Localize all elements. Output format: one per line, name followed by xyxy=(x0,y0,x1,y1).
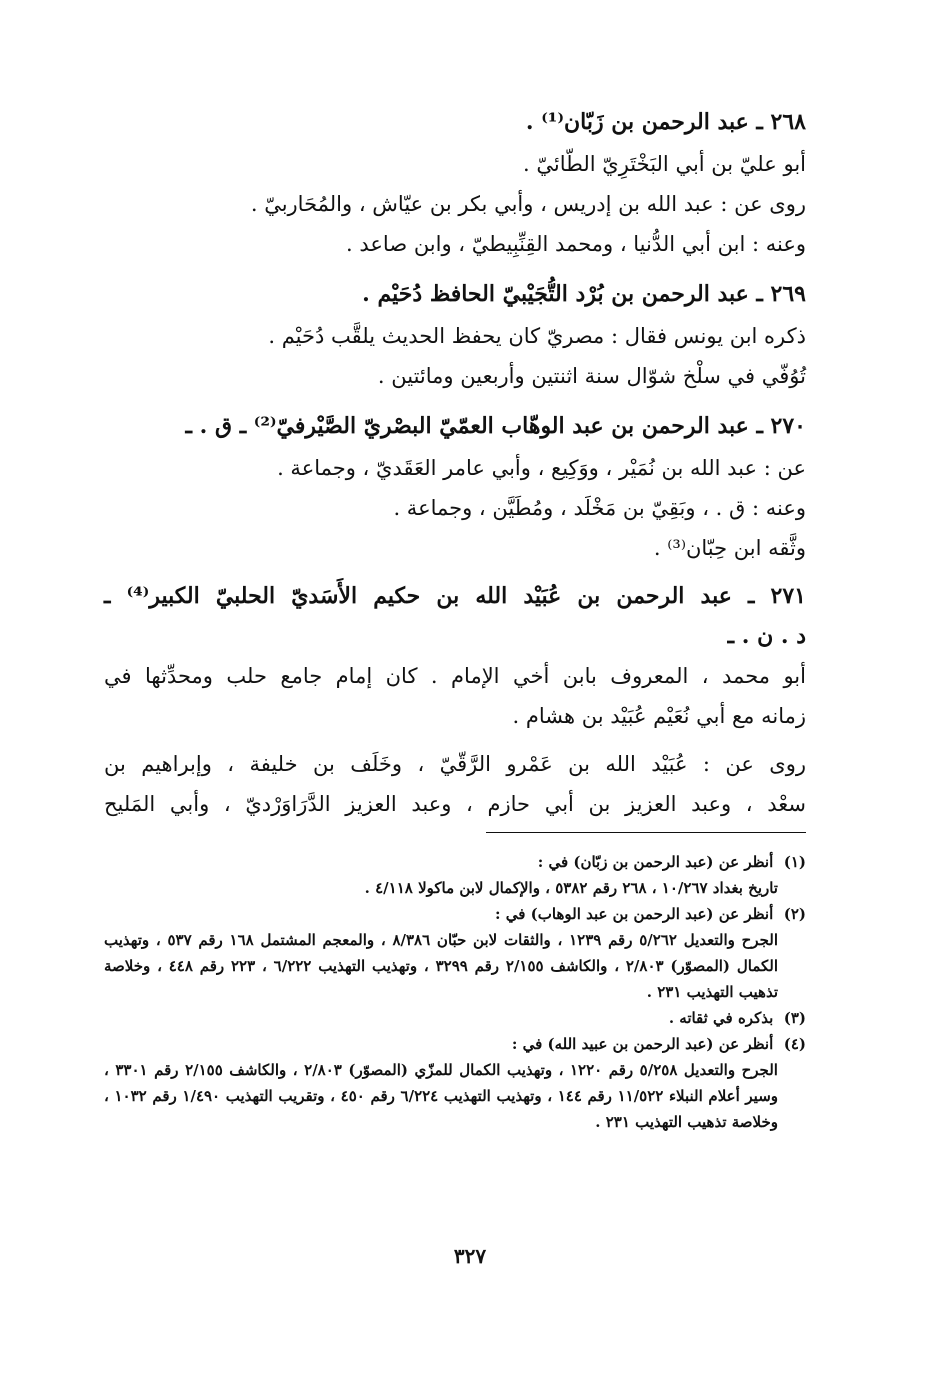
entry-heading: ٢٧١ ـ عبد الرحمن بن عُبَيْد الله بن حكيم الأَسَديّ الحلبيّ الكبير⁽⁴⁾ ـ xyxy=(104,583,806,609)
footnote-marker: (٣) xyxy=(783,1009,806,1027)
footnote-marker: (٤) xyxy=(783,1035,806,1053)
footnote-head-text: أنظر عن (عبد الرحمن بن عبد الوهاب) في : xyxy=(495,905,774,923)
footnotes xyxy=(104,849,806,1135)
footnote-marker: (٢) xyxy=(783,905,806,923)
entry-270 xyxy=(104,404,806,568)
footnote-head-text: أنظر عن (عبد الرحمن بن عبيد الله) في : xyxy=(511,1035,774,1053)
footnote-1 xyxy=(104,849,806,901)
footnote-2 xyxy=(104,901,806,1005)
entry-269 xyxy=(104,272,806,396)
footnote-marker: (١) xyxy=(783,853,806,871)
footnote-3 xyxy=(104,1005,806,1031)
entry-line: وعنه : ق . ، وبَقِيّ بن مَخْلَد ، ومُطَيَّن ، وجماعة . xyxy=(393,496,806,520)
entry-line: أبو محمد ، المعروف بابن أخي الإمام . كان إمام جامع حلب ومحدِّثها في xyxy=(104,664,806,688)
entry-271 xyxy=(104,576,806,824)
footnote-head xyxy=(104,901,806,927)
entry-line: روى عن : عبد الله بن إدريس ، وأبي بكر بن عيّاش ، والمُحَاربيّ . xyxy=(250,192,806,216)
footnote-body: الجرح والتعديل ٥/٢٦٢ رقم ١٢٣٩ ، والثقات لابن حبّان ٨/٣٨٦ ، والمعجم المشتمل ١٦٨ رقم ٥٣٧ ، وتهذيب الكمال (المصوّر) ٢/٨٠٣ ، والكاشف ٢/١٥٥ رقم ٣٢٩٩ ، وتهذيب التهذيب ٦/٢٢٢ ، ٢٢٣ رقم ٤٤٨ ، وخلاصة تذهيب التهذيب ٢٣١ . xyxy=(104,931,779,1001)
entry-line: ذكره ابن يونس فقال : مصريّ كان يحفظ الحديث يلقَّب دُحَيْم . xyxy=(268,324,806,348)
entry-line: تُوُفّي في سلْخ شوّال سنة اثنتين وأربعين ومائتين . xyxy=(377,364,806,388)
footnote-head-text: أنظر عن (عبد الرحمن بن زبّان) في : xyxy=(537,853,774,871)
entry-line: سعْد ، وعبد العزيز بن أبي حازم ، وعبد العزيز الدَّرَاوَرْديّ ، وأبي المَليح xyxy=(104,792,806,816)
footnote-head xyxy=(104,1005,806,1031)
entry-268 xyxy=(104,100,806,264)
footnote-head-text: بذكره في ثقاته . xyxy=(668,1009,774,1027)
entry-line: عن : عبد الله بن نُمَيْر ، ووَكِيع ، وأبي عامر العَقَديّ ، وجماعة . xyxy=(277,456,806,480)
entry-line: أبو عليّ بن أبي البَخْتَرِيّ الطّائيّ . xyxy=(523,152,806,176)
footnote-divider xyxy=(486,832,806,833)
footnote-4 xyxy=(104,1031,806,1135)
entry-line: زمانه مع أبي نُعَيْم عُبَيْد بن هشام . xyxy=(512,704,806,728)
footnote-body: تاريخ بغداد ١٠/٢٦٧ ، ٢٦٨ رقم ٥٣٨٢ ، والإكمال لابن ماكولا ٤/١١٨ . xyxy=(364,879,778,897)
entry-heading: ٢٧٠ ـ عبد الرحمن بن عبد الوهّاب العمّيّ البصْريّ الصَّيْرفيّ⁽²⁾ ـ ق . ـ xyxy=(185,413,806,439)
footnote-body: الجرح والتعديل ٥/٢٥٨ رقم ١٢٢٠ ، وتهذيب الكمال للمزّي (المصوّر) ٢/٨٠٣ ، والكاشف ٢/١٥٥ رقم ٣٣٠١ ، وسير أعلام النبلاء ١١/٥٢٢ رقم ١٤٤ ، وتهذيب التهذيب ٦/٢٢٤ رقم ٤٥٠ ، وتقريب التهذيب ١/٤٩٠ رقم ١٠٣٢ ، وخلاصة تذهيب التهذيب ٢٣١ . xyxy=(104,1061,779,1131)
entry-line: وعنه : ابن أبي الدُّنيا ، ومحمد القِنِّبِيطيّ ، وابن صاعد . xyxy=(346,232,806,256)
entry-heading: ٢٦٨ ـ عبد الرحمن بن زَبّان⁽¹⁾ . xyxy=(525,109,806,135)
footnote-head xyxy=(104,1031,806,1057)
entry-line: روى عن : عُبَيْد الله بن عَمْرو الرَّقّيّ ، وخَلَف بن خليفة ، وإبراهيم بن xyxy=(104,752,806,776)
footnote-head xyxy=(104,849,806,875)
entry-heading-continuation: د . ن . ـ xyxy=(727,623,806,649)
page-number: ٣٢٧ xyxy=(453,1244,487,1268)
entry-heading: ٢٦٩ ـ عبد الرحمن بن بُرْد التُّجَيْبيّ الحافظ دُحَيْم . xyxy=(362,281,806,307)
entry-line: وثَّقه ابن حِبّان⁽³⁾ . xyxy=(653,536,806,560)
